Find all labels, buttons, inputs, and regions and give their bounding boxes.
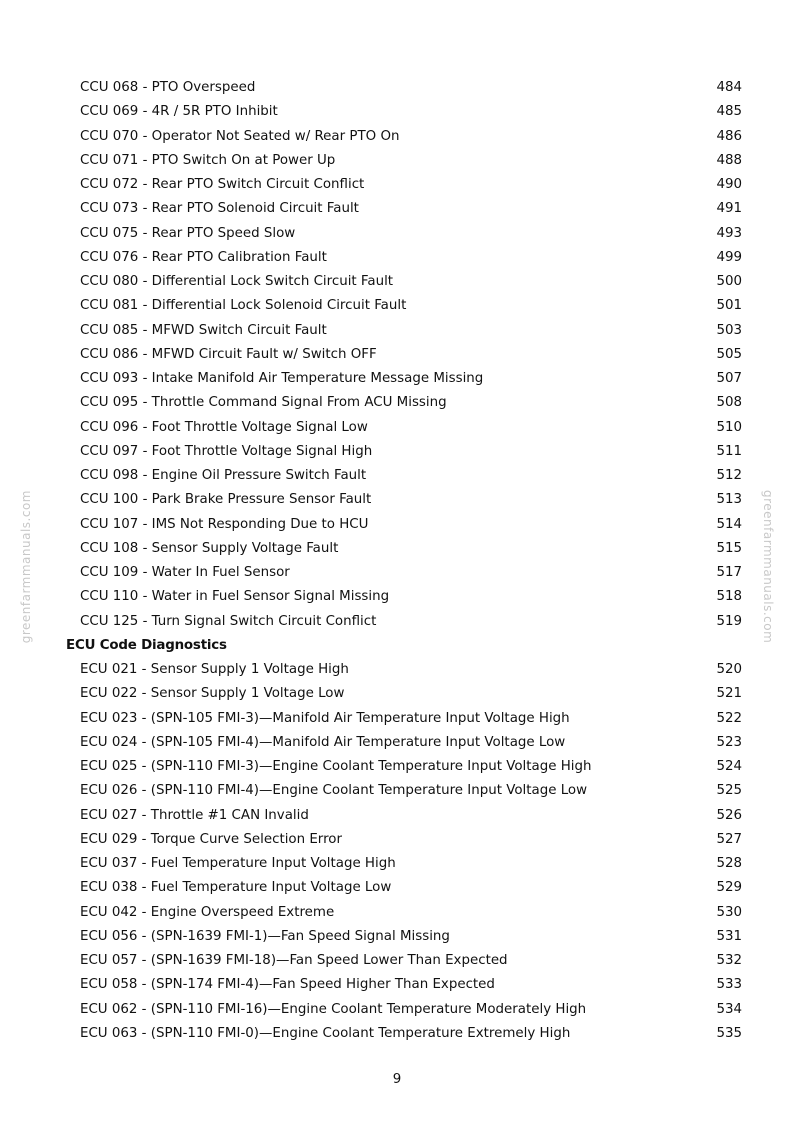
toc-entry-page: 499 — [716, 249, 742, 265]
toc-entry-page: 520 — [716, 662, 742, 677]
toc-entry-title: CCU 085 - MFWD Switch Circuit Fault — [80, 322, 327, 338]
toc-entry-page: 528 — [716, 856, 742, 871]
toc-entry-title: ECU 029 - Torque Curve Selection Error — [80, 831, 342, 847]
toc-entry-title: CCU 070 - Operator Not Seated w/ Rear PTO On — [80, 128, 400, 144]
toc-entry-page: 503 — [716, 322, 742, 338]
toc-entry-title: ECU 037 - Fuel Temperature Input Voltage High — [80, 856, 396, 871]
toc-entry — [0, 804, 794, 828]
toc-entry-title: ECU 022 - Sensor Supply 1 Voltage Low — [80, 686, 345, 702]
toc-entry-title: ECU 026 - (SPN-110 FMI-4)—Engine Coolant Temperature Input Voltage Low — [80, 783, 588, 799]
toc-entry — [0, 876, 794, 900]
toc-entry — [0, 391, 794, 415]
toc-entry — [0, 1022, 794, 1046]
toc-entry — [0, 585, 794, 609]
toc-entry-title: CCU 071 - PTO Switch On at Power Up — [80, 152, 336, 168]
toc-entry — [0, 779, 794, 803]
toc-entry-page: 530 — [716, 904, 742, 920]
toc-entry-title: CCU 109 - Water In Fuel Sensor — [80, 565, 290, 580]
page-number: 9 — [392, 1072, 402, 1087]
toc-entry — [0, 682, 794, 706]
toc-entry-title: CCU 097 - Foot Throttle Voltage Signal High — [80, 443, 373, 459]
toc-entry-page: 521 — [716, 686, 742, 702]
toc-entry-page: 519 — [716, 613, 742, 629]
toc-entry-title: ECU 056 - (SPN-1639 FMI-1)—Fan Speed Signal Missing — [80, 928, 450, 944]
toc-entry — [0, 513, 794, 537]
toc-entry-title: CCU 073 - Rear PTO Solenoid Circuit Fault — [80, 201, 359, 217]
toc-entry — [0, 416, 794, 440]
toc-entry-title: CCU 086 - MFWD Circuit Fault w/ Switch OFF — [80, 346, 377, 362]
toc-entry — [0, 852, 794, 876]
toc-entry-page: 517 — [716, 565, 742, 580]
toc-entry-page: 527 — [716, 831, 742, 847]
toc-entry-title: CCU 108 - Sensor Supply Voltage Fault — [80, 540, 339, 556]
toc-entry — [0, 731, 794, 755]
toc-entry — [0, 319, 794, 343]
table-of-contents — [0, 76, 794, 1046]
toc-entry-page: 500 — [716, 274, 742, 289]
toc-entry-page: 525 — [716, 783, 742, 799]
toc-entry-page: 518 — [716, 589, 742, 605]
toc-entry-title: ECU 062 - (SPN-110 FMI-16)—Engine Coolant Temperature Moderately High — [80, 1001, 587, 1017]
toc-entry — [0, 222, 794, 246]
toc-entry — [0, 755, 794, 779]
toc-entry — [0, 294, 794, 318]
toc-entry — [0, 707, 794, 731]
toc-entry-page: 515 — [716, 540, 742, 556]
toc-entry-page: 505 — [716, 346, 742, 362]
toc-entry — [0, 973, 794, 997]
toc-entry-title: ECU 058 - (SPN-174 FMI-4)—Fan Speed Higher Than Expected — [80, 977, 495, 993]
section-heading — [0, 634, 794, 658]
toc-entry-page: 510 — [716, 419, 742, 435]
toc-entry — [0, 658, 794, 682]
toc-entry-page: 533 — [716, 977, 742, 993]
toc-entry-page: 485 — [716, 104, 742, 120]
toc-entry — [0, 197, 794, 221]
toc-entry-page: 513 — [716, 492, 742, 508]
toc-entry-title: ECU 021 - Sensor Supply 1 Voltage High — [80, 662, 349, 677]
toc-entry-title: CCU 068 - PTO Overspeed — [80, 80, 256, 95]
watermark-right: greenfarmmanuals.com — [761, 490, 775, 644]
toc-entry — [0, 367, 794, 391]
toc-entry-title: CCU 075 - Rear PTO Speed Slow — [80, 225, 296, 241]
toc-entry — [0, 440, 794, 464]
toc-entry — [0, 561, 794, 585]
toc-entry-title: CCU 076 - Rear PTO Calibration Fault — [80, 249, 327, 265]
toc-entry — [0, 537, 794, 561]
toc-entry-page: 524 — [716, 759, 742, 774]
toc-entry-page: 491 — [716, 201, 742, 217]
toc-entry-page: 493 — [716, 225, 742, 241]
toc-entry-title: CCU 107 - IMS Not Responding Due to HCU — [80, 516, 369, 532]
toc-entry — [0, 488, 794, 512]
toc-entry-page: 531 — [716, 928, 742, 944]
toc-entry-title: ECU 027 - Throttle #1 CAN Invalid — [80, 807, 309, 823]
toc-entry-page: 484 — [716, 80, 742, 95]
toc-entry-title: CCU 125 - Turn Signal Switch Circuit Conflict — [80, 613, 377, 629]
toc-entry — [0, 270, 794, 294]
toc-entry-page: 535 — [716, 1025, 742, 1041]
toc-entry — [0, 125, 794, 149]
toc-entry — [0, 901, 794, 925]
toc-entry — [0, 173, 794, 197]
toc-entry — [0, 828, 794, 852]
toc-entry-title: CCU 069 - 4R / 5R PTO Inhibit — [80, 104, 278, 120]
toc-entry-page: 514 — [716, 516, 742, 532]
toc-entry — [0, 76, 794, 100]
toc-entry-page: 490 — [716, 177, 742, 192]
toc-entry — [0, 343, 794, 367]
toc-entry-page: 522 — [716, 710, 742, 726]
toc-entry-page: 532 — [716, 953, 742, 968]
toc-entry-title: CCU 095 - Throttle Command Signal From ACU Missing — [80, 395, 447, 411]
toc-entry-title: CCU 080 - Differential Lock Switch Circuit Fault — [80, 274, 394, 289]
toc-entry-title: CCU 110 - Water in Fuel Sensor Signal Missing — [80, 589, 390, 605]
watermark-left: greenfarmmanuals.com — [19, 490, 33, 644]
toc-entry-title: CCU 081 - Differential Lock Solenoid Circuit Fault — [80, 298, 407, 314]
toc-entry-page: 526 — [716, 807, 742, 823]
toc-entry — [0, 246, 794, 270]
toc-entry-title: ECU 042 - Engine Overspeed Extreme — [80, 904, 335, 920]
toc-entry — [0, 925, 794, 949]
toc-entry-title: ECU 025 - (SPN-110 FMI-3)—Engine Coolant Temperature Input Voltage High — [80, 759, 592, 774]
toc-entry-page: 534 — [716, 1001, 742, 1017]
toc-entry-page: 508 — [716, 395, 742, 411]
toc-entry-title: CCU 096 - Foot Throttle Voltage Signal Low — [80, 419, 368, 435]
toc-entry-page: 511 — [716, 443, 742, 459]
toc-entry — [0, 949, 794, 973]
toc-entry-title: CCU 093 - Intake Manifold Air Temperature Message Missing — [80, 371, 484, 386]
toc-entry-title: CCU 100 - Park Brake Pressure Sensor Fault — [80, 492, 372, 508]
toc-entry-page: 523 — [716, 734, 742, 750]
toc-entry-page: 488 — [716, 152, 742, 168]
toc-entry-title: ECU 024 - (SPN-105 FMI-4)—Manifold Air Temperature Input Voltage Low — [80, 734, 566, 750]
toc-entry-page: 501 — [716, 298, 742, 314]
section-title: ECU Code Diagnostics — [66, 637, 227, 653]
toc-entry-title: CCU 072 - Rear PTO Switch Circuit Conflict — [80, 177, 365, 192]
toc-entry — [0, 100, 794, 124]
toc-entry-title: ECU 057 - (SPN-1639 FMI-18)—Fan Speed Lower Than Expected — [80, 953, 508, 968]
toc-entry — [0, 149, 794, 173]
toc-entry-page: 486 — [716, 128, 742, 144]
toc-entry-title: ECU 063 - (SPN-110 FMI-0)—Engine Coolant Temperature Extremely High — [80, 1025, 571, 1041]
toc-entry — [0, 464, 794, 488]
toc-entry-title: ECU 038 - Fuel Temperature Input Voltage Low — [80, 880, 392, 896]
toc-entry-title: ECU 023 - (SPN-105 FMI-3)—Manifold Air Temperature Input Voltage High — [80, 710, 570, 726]
toc-entry — [0, 998, 794, 1022]
toc-entry — [0, 610, 794, 634]
toc-entry-page: 507 — [716, 371, 742, 386]
toc-entry-page: 512 — [716, 468, 742, 483]
toc-entry-page: 529 — [716, 880, 742, 896]
toc-entry-title: CCU 098 - Engine Oil Pressure Switch Fault — [80, 468, 367, 483]
